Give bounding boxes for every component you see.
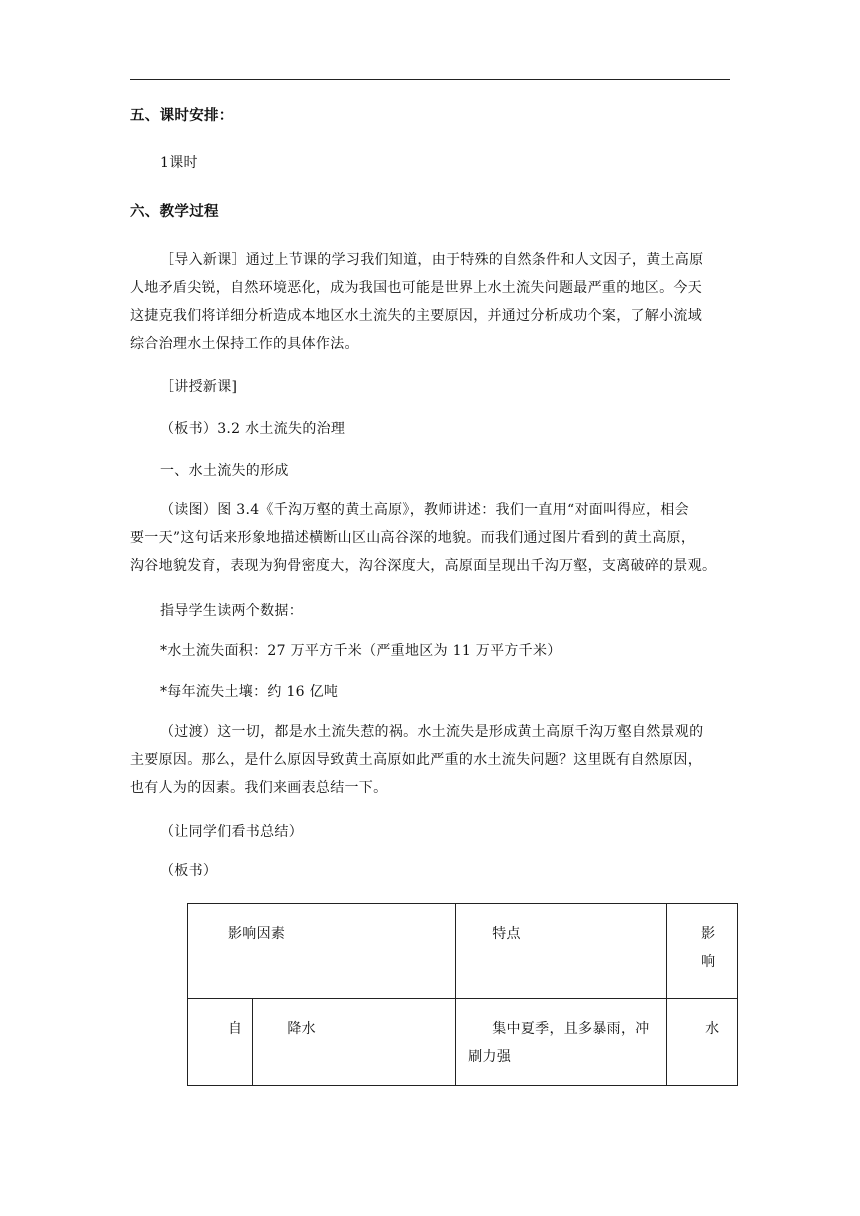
header-cell-feature [456,904,667,999]
row-feature-label: 集中夏季，且多暴雨，冲刷力强 [468,1021,650,1065]
lecture-label: ［讲授新课] [160,379,238,395]
table-header-row [188,904,738,999]
data-item: *每年流失土壤：约 16 亿吨 [160,684,339,700]
intro-line: 综合治理水土保持工作的具体作法。 [130,336,359,352]
factors-table [187,903,738,1086]
row-category-label: 自 [228,1021,243,1037]
intro-line: 人地矛盾尖锐，自然环境恶化，成为我国也可能是世界上水土流失问题最严重的地区。今天 [130,280,702,296]
row-factor-cell [253,999,456,1086]
transition-line: 主要原因。那么，是什么原因导致黄土高原如此严重的水土流失问题？这里既有自然原因， [130,752,702,768]
row-impact-label: 水 [705,1021,720,1037]
header-rule [130,79,730,80]
transition-paragraph [130,718,732,802]
board-note-title: （板书）3.2 水土流失的治理 [160,421,346,437]
section-5-content: 1课时 [160,155,198,171]
table-row [188,999,738,1086]
reading-line: （读图）图 3.4《千沟万壑的黄土高原》，教师讲述：我们一直用“对面叫得应，相会 [160,502,689,518]
reading-paragraph [130,496,732,580]
header-cell-factor [188,904,456,999]
intro-paragraph [130,246,732,358]
header-feature-label: 特点 [492,926,521,942]
summary-note: （让同学们看书总结） [160,824,303,840]
header-factor-label: 影响因素 [228,926,286,942]
board-note: （板书） [160,863,218,879]
transition-line: （过渡）这一切，都是水土流失惹的祸。水土流失是形成黄土高原千沟万壑自然景观的 [160,724,704,740]
intro-line: 这捷克我们将详细分析造成本地区水土流失的主要原因，并通过分析成功个案，了解小流域 [130,308,702,324]
row-factor-label: 降水 [287,1021,316,1037]
row-category-cell [188,999,253,1086]
subheading: 一、水土流失的形成 [160,463,289,479]
reading-line: 要一天”这句话来形象地描述横断山区山高谷深的地貌。而我们通过图片看到的黄土高原， [130,530,696,546]
row-feature-cell [456,999,667,1086]
data-item: *水土流失面积：27 万平方千米（严重地区为 11 万平方千米） [160,643,562,659]
header-cell-impact [667,904,738,999]
row-impact-cell [667,999,738,1086]
section-5-heading: 五、课时安排： [130,108,234,124]
intro-line: ［导入新课］通过上节课的学习我们知道，由于特殊的自然条件和人文因子，黄土高原 [160,252,704,268]
section-6-heading: 六、教学过程 [130,204,219,220]
reading-line: 沟谷地貌发育，表现为狗骨密度大，沟谷深度大，高原面呈现出千沟万壑，支离破碎的景观。 [130,558,717,574]
transition-line: 也有人为的因素。我们来画表总结一下。 [130,780,388,796]
guide-text: 指导学生读两个数据： [160,603,303,619]
header-impact-label: 影响 [701,926,716,970]
